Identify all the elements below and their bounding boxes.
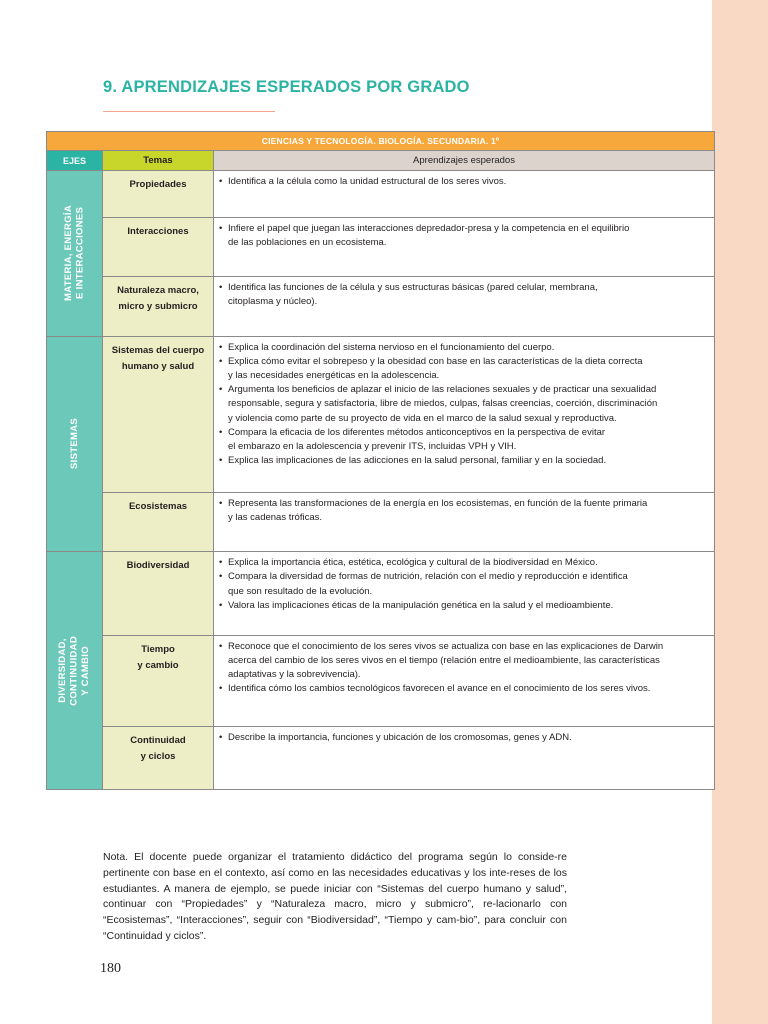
- tema-cell: Interacciones: [103, 217, 214, 276]
- page-title: 9. APRENDIZAJES ESPERADOS POR GRADO: [103, 78, 470, 96]
- tema-cell: Naturaleza macro, micro y submicro: [103, 277, 214, 336]
- eje-diversidad: [47, 552, 103, 790]
- tema-cell: Continuidad y ciclos: [103, 727, 214, 790]
- eje-label: SISTEMAS: [68, 418, 80, 470]
- aprendizaje-item: • Explica las implicaciones de las adicciones en la salud personal, familiar y en la sociedad.: [219, 454, 708, 468]
- table-banner: CIENCIAS Y TECNOLOGÍA. BIOLOGÍA. SECUNDARIA. 1º: [47, 132, 715, 151]
- header-ejes: EJES: [47, 151, 103, 171]
- title-underline: [103, 111, 275, 112]
- table-row: [47, 277, 715, 336]
- table-row: [47, 217, 715, 276]
- tema-cell: Propiedades: [103, 171, 214, 217]
- aprendizajes-cell: [214, 277, 715, 336]
- eje-materia-energia: [47, 171, 103, 336]
- aprendizajes-cell: [214, 171, 715, 217]
- aprendizaje-item: • Identifica cómo los cambios tecnológicos favorecen el avance en el conocimiento de los seres vivos.: [219, 682, 708, 696]
- aprendizaje-item: • Explica la importancia ética, estética, ecológica y cultural de la biodiversidad en México.: [219, 556, 708, 570]
- tema-cell: Ecosistemas: [103, 492, 214, 551]
- table-row: [47, 552, 715, 636]
- header-temas: Temas: [103, 151, 214, 171]
- header-aprendizajes: Aprendizajes esperados: [214, 151, 715, 171]
- aprendizaje-item: • Compara la diversidad de formas de nutrición, relación con el medio y reproducción e identifica que son resultado de la evolución.: [219, 570, 708, 598]
- tema-cell: Biodiversidad: [103, 552, 214, 636]
- aprendizaje-item: • Describe la importancia, funciones y ubicación de los cromosomas, genes y ADN.: [219, 731, 708, 745]
- table-banner-row: [47, 132, 715, 151]
- aprendizajes-cell: [214, 635, 715, 727]
- eje-label: MATERIA, ENERGÍA E INTERACCIONES: [63, 205, 86, 302]
- tema-cell: Tiempo y cambio: [103, 635, 214, 727]
- aprendizaje-item: • Explica cómo evitar el sobrepeso y la obesidad con base en las características de la dieta correcta y las necesidades energéticas en la adolescencia.: [219, 355, 708, 383]
- aprendizaje-item: • Compara la eficacia de los diferentes métodos anticonceptivos en la perspectiva de evitar el embarazo en la adolescencia y prevenir ITS, incluidas VPH y VIH.: [219, 426, 708, 454]
- table-row: [47, 727, 715, 790]
- eje-sistemas: [47, 336, 103, 552]
- side-color-band: [712, 0, 768, 1024]
- table-row: [47, 171, 715, 217]
- page-number: 180: [100, 961, 121, 976]
- aprendizaje-item: • Reconoce que el conocimiento de los seres vivos se actualiza con base en las explicaciones de Darwin acerca del cambio de los seres vivos en el tiempo (relación entre el medioambiente, las características adaptativas y la sobrevivencia).: [219, 640, 708, 683]
- table-row: [47, 635, 715, 727]
- aprendizajes-cell: [214, 336, 715, 492]
- eje-label: DIVERSIDAD, CONTINUIDAD Y CAMBIO: [57, 635, 92, 706]
- aprendizaje-item: • Identifica a la célula como la unidad estructural de los seres vivos.: [219, 175, 708, 189]
- aprendizaje-item: • Valora las implicaciones éticas de la manipulación genética en la salud y el medioambiente.: [219, 599, 708, 613]
- aprendizaje-item: • Argumenta los beneficios de aplazar el inicio de las relaciones sexuales y de practicar una sexualidad responsable, segura y satisfactoria, libre de miedos, culpas, falsas creencias, coerción, discriminación y violencia como parte de su proyecto de vida en el marco de la salud sexual y reproductiva.: [219, 383, 708, 426]
- aprendizaje-item: • Identifica las funciones de la célula y sus estructuras básicas (pared celular, membrana, citoplasma y núcleo).: [219, 281, 708, 309]
- aprendizajes-cell: [214, 217, 715, 276]
- aprendizajes-cell: [214, 552, 715, 636]
- table-header-row: [47, 151, 715, 171]
- aprendizaje-item: • Explica la coordinación del sistema nervioso en el funcionamiento del cuerpo.: [219, 341, 708, 355]
- aprendizajes-cell: [214, 727, 715, 790]
- teacher-note: Nota. El docente puede organizar el tratamiento didáctico del programa según lo conside-re pertinente con base en el contexto, así como en las necesidades educativas y los inte-reses de los estudiantes. A manera de ejemplo, se puede iniciar con “Sistemas del cuerpo humano y salud”, continuar con “Propiedades” y “Naturaleza macro, micro y submicro”, re-lacionarlo con “Ecosistemas”, “Interacciones”, seguir con “Biodiversidad”, “Tiempo y cam-bio”, para concluir con “Continuidad y ciclos”.: [103, 851, 567, 942]
- learning-outcomes-table: [46, 131, 715, 790]
- aprendizaje-item: • Representa las transformaciones de la energía en los ecosistemas, en función de la fuente primaria y las cadenas tróficas.: [219, 497, 708, 525]
- tema-cell: Sistemas del cuerpo humano y salud: [103, 336, 214, 492]
- aprendizajes-cell: [214, 492, 715, 551]
- table-row: [47, 336, 715, 492]
- aprendizaje-item: • Infiere el papel que juegan las interacciones depredador-presa y la competencia en el equilibrio de las poblaciones en un ecosistema.: [219, 222, 708, 250]
- table-row: [47, 492, 715, 551]
